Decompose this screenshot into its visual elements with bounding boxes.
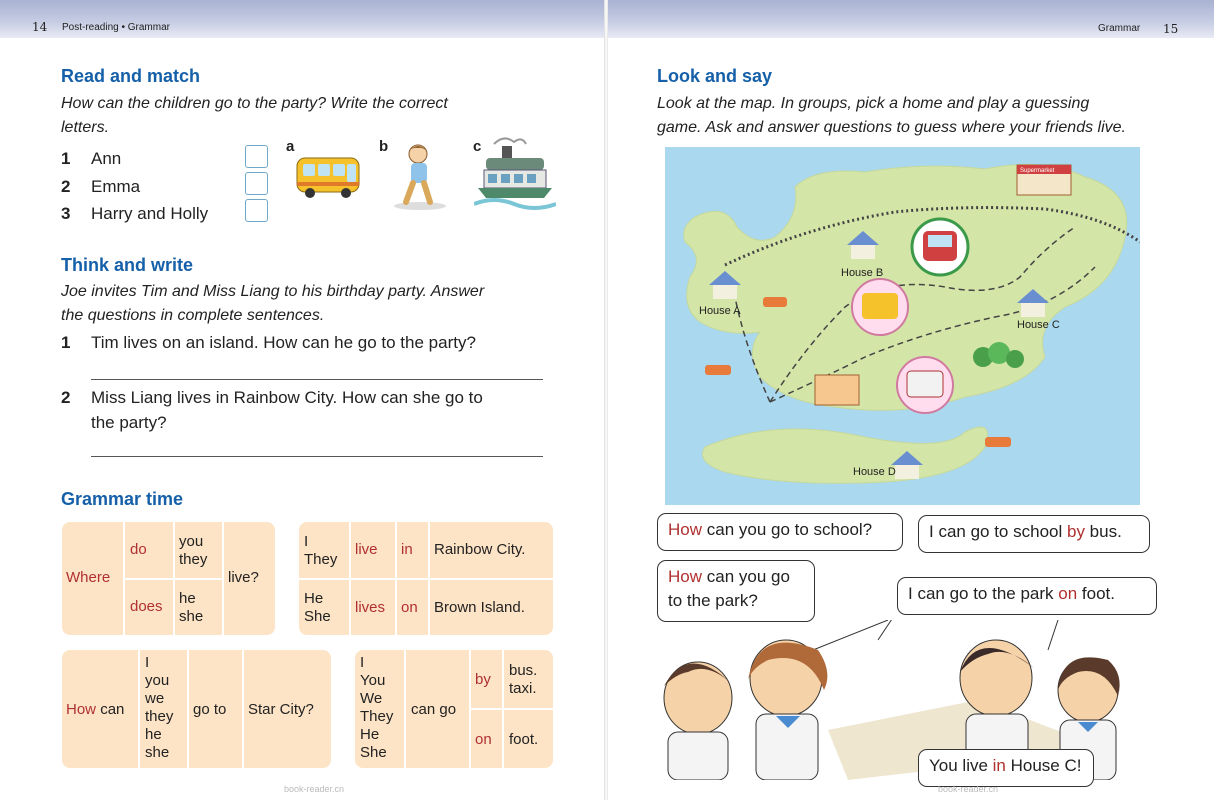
think-write-instruction-1: Joe invites Tim and Miss Liang to his birthday party. Answer (61, 283, 485, 300)
read-match-instruction-2: letters. (61, 119, 110, 136)
bubble-how: How (668, 520, 703, 539)
bubble-text: House C! (1005, 756, 1082, 775)
match-item-name: Harry and Holly (91, 204, 209, 223)
cell-lives: lives (355, 599, 386, 616)
cell-in: in (401, 541, 413, 558)
house-b-label: House B (841, 267, 884, 279)
right-footer-watermark: book-reader.cn (938, 784, 999, 794)
think-write-instruction-2: the questions in complete sentences. (61, 307, 325, 324)
look-say-instruction-2: game. Ask and answer questions to guess where your friends live. (657, 119, 1126, 136)
read-match-instruction-1: How can the children go to the party? Write the correct (61, 95, 448, 112)
cell-rainbow-city: Rainbow City. (434, 541, 526, 558)
ferry-icon-3 (985, 437, 1011, 447)
question-2 (61, 386, 483, 410)
bubble-in: in (992, 756, 1006, 775)
girl-left-icon (748, 640, 827, 780)
cell-pron-i: I (360, 654, 365, 671)
look-say-instruction-1: Look at the map. In groups, pick a home and play a guessing (657, 95, 1090, 112)
cell-foot: foot. (509, 731, 539, 748)
grammar-table-where (62, 522, 275, 635)
answer-box-3[interactable] (245, 199, 268, 222)
answer-box-1[interactable] (245, 145, 268, 168)
bubble-text: can you go to school? (702, 520, 873, 539)
cell-pron-he: He (360, 726, 380, 743)
cell-live: live (355, 541, 378, 558)
speech-bubble-park-question (657, 560, 815, 622)
match-item-num: 1 (61, 149, 71, 168)
school-icon (815, 375, 859, 405)
bubble-text: foot. (1077, 584, 1115, 603)
question-text: Miss Liang lives in Rainbow City. How can she go to (91, 388, 483, 407)
cell-they: They (304, 551, 338, 568)
bubble-text: to the park? (668, 591, 758, 610)
boy-left-icon (664, 662, 732, 780)
ferry-illustration (474, 134, 556, 212)
option-label-c: c (473, 138, 482, 155)
cell-brown-island: Brown Island. (434, 599, 525, 616)
match-item-3 (61, 202, 208, 226)
grammar-time-title: Grammar time (61, 489, 184, 509)
grammar-table-can-go (355, 650, 553, 768)
cell-pron-you: You (360, 672, 386, 689)
cell-does: does (130, 598, 163, 615)
bubble-text: I can go to school (929, 522, 1067, 541)
ferry-icon-1 (763, 297, 787, 307)
speech-bubble-park-answer (897, 577, 1157, 615)
right-header-band (608, 0, 1214, 38)
supermarket-label: Supermarket (1020, 168, 1055, 174)
house-c-label: House C (1017, 319, 1060, 331)
cell-taxi: taxi. (509, 680, 537, 697)
match-item-2 (61, 175, 140, 199)
cell-on: on (475, 731, 492, 748)
page-number-left: 14 (32, 20, 48, 34)
speech-bubble-school-question (657, 513, 903, 551)
cell-go-to: go to (193, 701, 227, 718)
cell-she: she (179, 608, 204, 625)
match-item-name: Emma (91, 177, 141, 196)
house-a-label: House A (699, 305, 741, 317)
bus-illustration (294, 150, 364, 202)
left-page (0, 0, 606, 800)
look-say-title: Look and say (657, 66, 773, 86)
answer-box-2[interactable] (245, 172, 268, 195)
walking-boy-illustration (388, 142, 452, 212)
bubble-text: You live (929, 756, 993, 775)
question-text: Tim lives on an island. How can he go to the party? (91, 333, 476, 352)
town-map (665, 147, 1140, 505)
cell-i: I (304, 533, 309, 550)
can-word: can (100, 701, 125, 718)
question-1 (61, 331, 476, 355)
bubble-text: I can go to the park (908, 584, 1059, 603)
cell-can-go: can go (411, 701, 457, 718)
grammar-table-how (62, 650, 331, 768)
cell-where: Where (66, 569, 111, 586)
grammar-table-live (299, 522, 553, 635)
cell-bus: bus. (509, 662, 538, 679)
match-item-num: 3 (61, 204, 71, 223)
answer-line-1[interactable] (91, 379, 543, 380)
speech-bubble-school-answer (918, 515, 1150, 553)
question-num: 1 (61, 333, 71, 352)
right-page (608, 0, 1214, 800)
bubble-text: can you go (702, 567, 790, 586)
cell-pron-he: he (145, 726, 162, 743)
question-num: 2 (61, 388, 71, 407)
bubble-how: How (668, 567, 703, 586)
cell-pron-they: They (360, 708, 394, 725)
option-label-a: a (286, 138, 295, 155)
question-2-cont: the party? (91, 413, 167, 432)
cell-pron-she: she (145, 744, 170, 761)
cell-live: live? (228, 569, 259, 586)
bubble-text: bus. (1084, 522, 1122, 541)
left-header-band (0, 0, 606, 38)
speech-bubble-house-c (918, 749, 1094, 787)
cell-he: He (304, 590, 324, 607)
right-header-title: Grammar (1098, 23, 1141, 34)
house-d-label: House D (853, 466, 896, 478)
cell-how-can (66, 701, 124, 719)
cell-pron-she: She (360, 744, 387, 761)
cell-do: do (130, 541, 147, 558)
page-number-right: 15 (1163, 22, 1179, 36)
read-match-title: Read and match (61, 66, 201, 86)
cell-pron-you: you (145, 672, 170, 689)
bubble-by: by (1066, 522, 1085, 541)
match-item-1 (61, 147, 121, 171)
cell-they: they (179, 551, 208, 568)
cell-pron-they: they (145, 708, 174, 725)
cell-she: She (304, 608, 331, 625)
cell-he: he (179, 590, 196, 607)
cell-pron-i: I (145, 654, 150, 671)
answer-line-2[interactable] (91, 456, 543, 457)
option-label-b: b (379, 138, 389, 155)
match-item-name: Ann (91, 149, 122, 168)
left-footer-watermark: book-reader.cn (284, 784, 345, 794)
ferry-icon-2 (705, 365, 731, 375)
cell-you: you (179, 533, 204, 550)
match-item-num: 2 (61, 177, 71, 196)
bubble-on: on (1058, 584, 1078, 603)
cell-pron-we: We (360, 690, 383, 707)
cell-by: by (475, 671, 491, 688)
cell-on: on (401, 599, 418, 616)
how-word: How (66, 701, 97, 718)
cell-star-city: Star City? (248, 701, 314, 718)
think-write-title: Think and write (61, 255, 194, 275)
left-header-title: Post-reading • Grammar (62, 22, 170, 33)
cell-pron-we: we (145, 690, 165, 707)
